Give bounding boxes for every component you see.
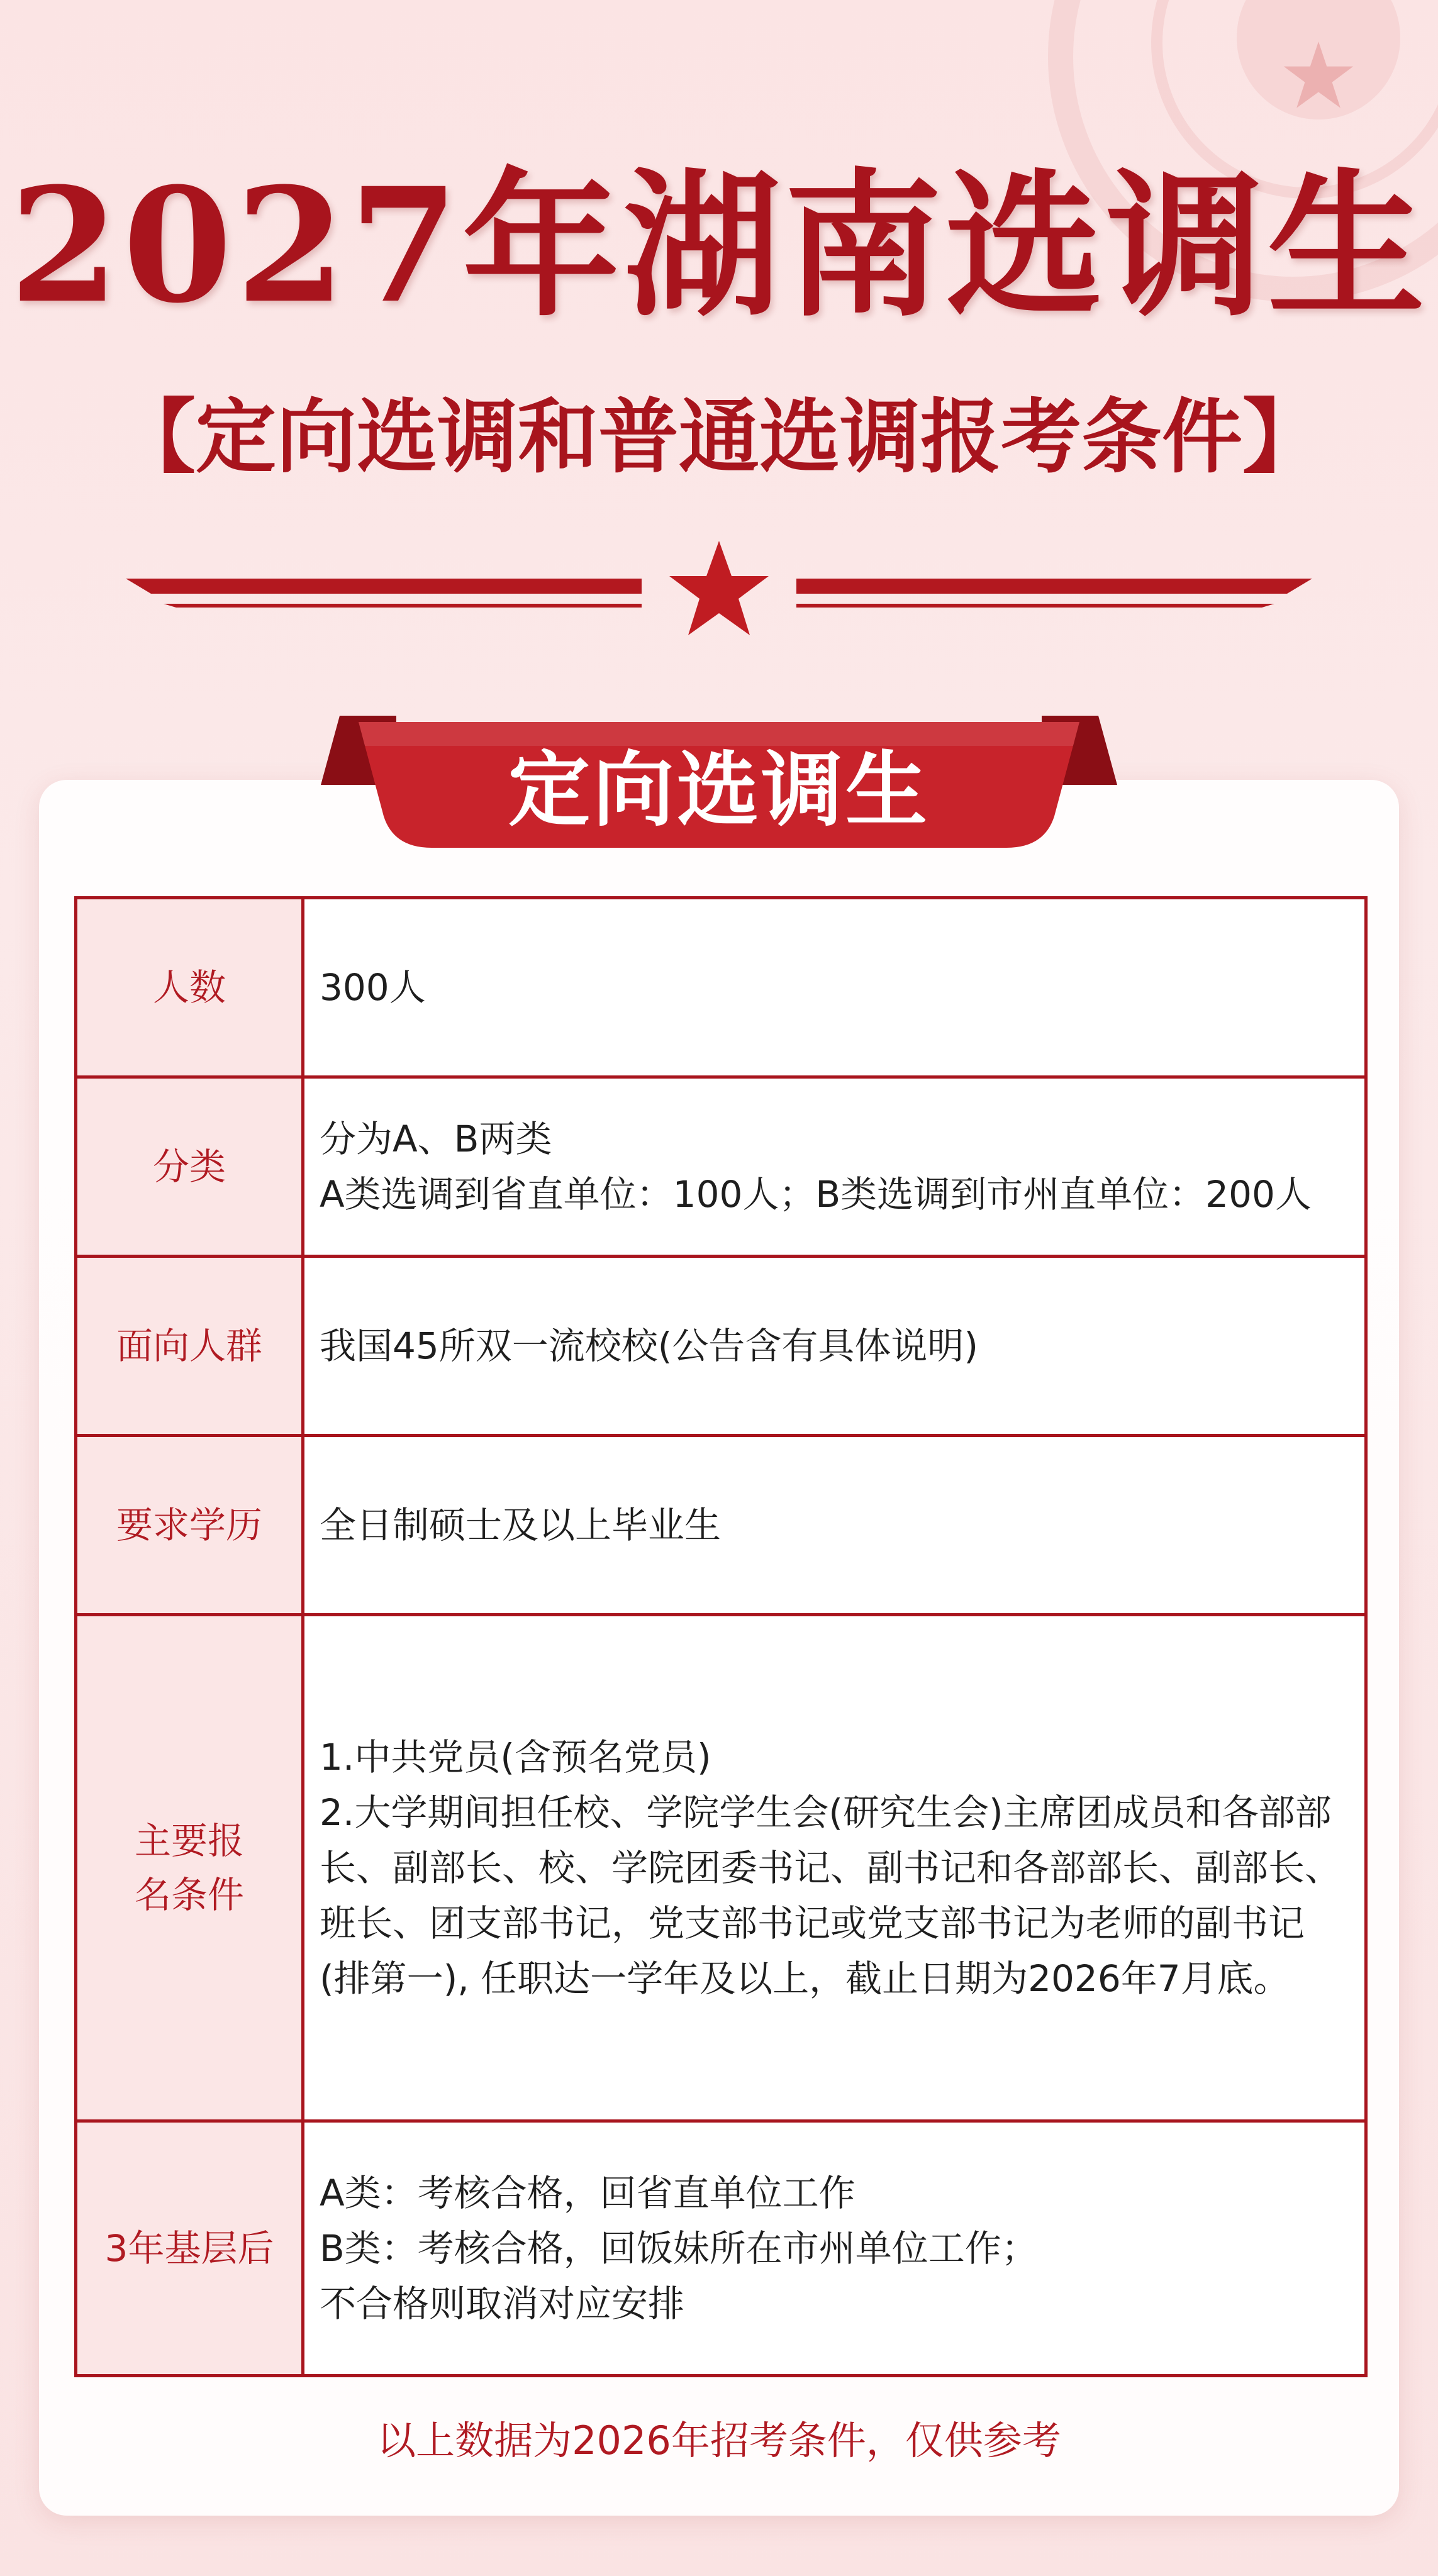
- table-row: [76, 1077, 1366, 1257]
- value-line: A类：考核合格，回省直单位工作: [320, 2172, 856, 2214]
- value-line: 分为A、B两类: [320, 1118, 552, 1160]
- row-value: [303, 1615, 1366, 2121]
- row-label: [76, 1615, 303, 2121]
- value-line: 全日制硕士及以上毕业生: [320, 1504, 722, 1546]
- star-icon: [1281, 38, 1356, 113]
- row-label: 分类: [76, 1077, 303, 1257]
- value-line: 不合格则取消对应安排: [320, 2282, 685, 2325]
- page-title: 2027年湖南选调生: [9, 153, 1429, 338]
- page-subtitle: 【定向选调和普通选调报考条件】: [114, 390, 1323, 484]
- row-value: [303, 898, 1366, 1077]
- row-label: 面向人群: [76, 1257, 303, 1436]
- star-icon: [669, 541, 769, 635]
- row-label-text: 主要报名条件: [134, 1819, 244, 1916]
- section-title: 定向选调生: [508, 741, 930, 838]
- table-row: [76, 2121, 1366, 2376]
- row-value: [303, 2121, 1366, 2376]
- row-value: [303, 1436, 1366, 1615]
- row-value: [303, 1077, 1366, 1257]
- value-line: 1.中共党员(含预名党员): [320, 1736, 711, 1779]
- value-line: 我国45所双一流校校(公告含有具体说明): [320, 1324, 979, 1367]
- row-value: [303, 1257, 1366, 1436]
- value-line: 300人: [320, 966, 426, 1009]
- footer-note: 以上数据为2026年招考条件，仅供参考: [377, 2418, 1061, 2463]
- table-row: [76, 1436, 1366, 1615]
- table-row: [76, 898, 1366, 1077]
- row-label: 人数: [76, 898, 303, 1077]
- row-label: 要求学历: [76, 1436, 303, 1615]
- requirements-table: [74, 896, 1368, 2377]
- value-line: 2.大学期间担任校、学院学生会(研究生会)主席团成员和各部部长、副部长、校、学院团委书记、副书记和各部部长、副部长、班长、团支部书记，党支部书记或党支部书记为老师的副书记(排第一), 任职达一学年及以上，截止日期为2026年7月底。: [320, 1791, 1342, 2000]
- table-row: [76, 1257, 1366, 1436]
- row-label: 3年基层后: [76, 2121, 303, 2376]
- star-divider: [126, 541, 1312, 641]
- value-line: B类：考核合格，回饭妹所在市州单位工作；: [320, 2227, 1038, 2270]
- table-row: [76, 1615, 1366, 2121]
- value-line: A类选调到省直单位：100人；B类选调到市州直单位：200人: [320, 1173, 1312, 1216]
